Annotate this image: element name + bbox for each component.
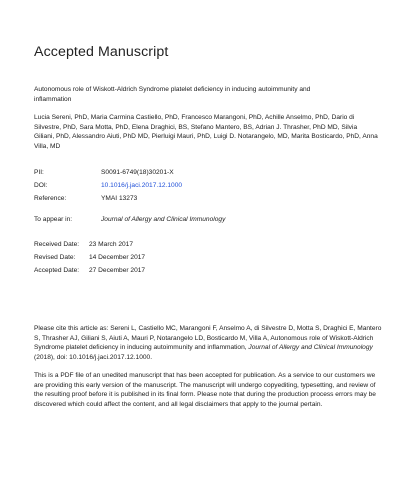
appear-label: To appear in: (34, 216, 73, 223)
reference-value: YMAI 13273 (101, 195, 138, 202)
citation-journal: Journal of Allergy and Clinical Immunology (248, 344, 373, 352)
doi-label: DOI: (34, 182, 48, 189)
accepted-label: Accepted Date: (34, 267, 80, 274)
received-date: 23 March 2017 (89, 241, 133, 248)
doi-link[interactable]: 10.1016/j.jaci.2017.12.1000 (101, 182, 183, 189)
citation-paragraph (34, 324, 386, 362)
pii-label: PII: (34, 169, 44, 176)
author-list: Lucia Sereni, PhD, Maria Carmina Castiello, PhD, Francesco Marangoni, PhD, Achille Anselmo, PhD, Dario di Silvestre, PhD, Sara Motta, PhD, Elena Draghici, BS, Stefano Mantero, BS, Adrian J. Thrasher, PhD MD, Silvia Giliani, PhD, Alessandro Aiuti, PhD MD, Pierluigi Mauri, PhD, Luigi D. Notarangelo, MD, Marita Bosticardo, PhD, Anna Villa, MD (34, 114, 378, 150)
journal-name: Journal of Allergy and Clinical Immunology (101, 216, 226, 223)
revised-label: Revised Date: (34, 254, 76, 261)
page-title: Accepted Manuscript (34, 44, 169, 60)
received-label: Received Date: (34, 241, 80, 248)
accepted-date: 27 December 2017 (89, 267, 146, 274)
disclaimer-paragraph: This is a PDF file of an unedited manuscript that has been accepted for publication. As a service to our customers we are providing this early version of the manuscript. The manuscript will undergo copyediting, typesetting, and review of the resulting proof before it is published in its final form. Please note that during the production process errors may be discovered which could affect the content, and all legal disclaimers that apply to the journal pertain. (34, 372, 376, 408)
pii-value: S0091-6749(18)30201-X (101, 169, 174, 176)
reference-label: Reference: (34, 195, 67, 202)
citation-prefix: Please cite this article as: Sereni L, Castiello MC, Marangoni F, Anselmo A, di Silvestre D, Motta S, Draghici E, Mantero S, Thrasher AJ, Giliani S, Aiuti A, Mauri P, Notarangelo LD, Bosticardo M, Villa A, Autonomous role of Wiskott-Aldrich Syndrome platelet deficiency in inducing autoimmunity and inflammation, (34, 325, 382, 352)
revised-date: 14 December 2017 (89, 254, 146, 261)
article-title: Autonomous role of Wiskott-Aldrich Syndrome platelet deficiency in inducing autoimmunity and inflammation (34, 86, 311, 103)
citation-suffix: (2018), doi: 10.1016/j.jaci.2017.12.1000. (34, 353, 153, 361)
